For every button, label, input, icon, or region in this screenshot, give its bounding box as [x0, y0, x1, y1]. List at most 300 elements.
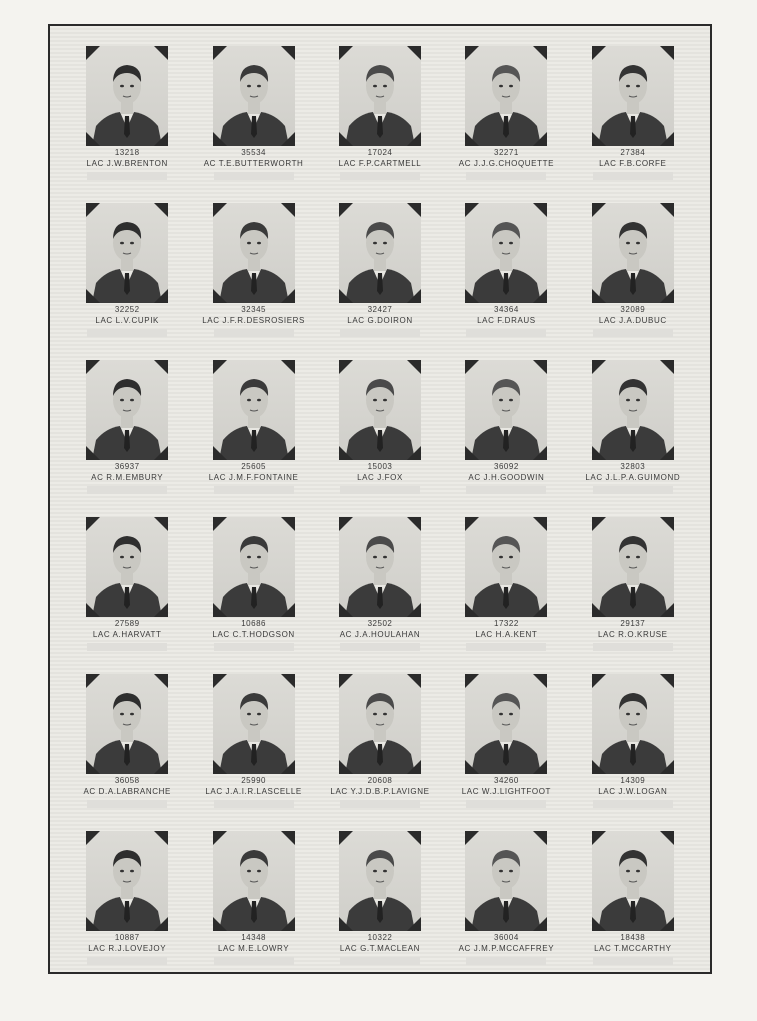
portrait-card [443, 354, 569, 511]
label-band [466, 957, 546, 965]
photo-corner [407, 831, 421, 845]
photo-corner [465, 203, 479, 217]
photo-corner [660, 603, 674, 617]
service-number: 27589 [114, 619, 140, 628]
photo-corner [339, 446, 353, 460]
portrait-photo [213, 517, 295, 617]
photo-corner [407, 360, 421, 374]
cadet-name: LAC H.A.KENT [475, 630, 538, 639]
portrait-card [317, 197, 443, 354]
photo-corner [660, 289, 674, 303]
portrait-card [64, 825, 190, 982]
cadet-name: LAC L.V.CUPIK [95, 316, 159, 325]
label-band [466, 329, 546, 337]
portrait-photo [86, 46, 168, 146]
service-number: 35534 [241, 148, 266, 157]
photo-corner [154, 831, 168, 845]
cadet-name: LAC Y.J.D.B.P.LAVIGNE [330, 787, 430, 796]
photo-corner [281, 517, 295, 531]
cadet-name: LAC F.P.CARTMELL [338, 159, 422, 168]
photo-corner [660, 360, 674, 374]
photo-corner [281, 674, 295, 688]
cadet-name: LAC J.F.R.DESROSIERS [202, 316, 305, 325]
portrait-card [317, 668, 443, 825]
photo-corner [213, 517, 227, 531]
service-number: 32345 [241, 305, 266, 314]
portrait-photo-icon [592, 46, 674, 146]
photo-corner [465, 831, 479, 845]
photo-corner [86, 603, 100, 617]
portrait-photo [213, 203, 295, 303]
photo-corner [86, 446, 100, 460]
photo-corner [339, 46, 353, 60]
portrait-card [190, 668, 316, 825]
portrait-photo-icon [339, 517, 421, 617]
service-number: 29137 [620, 619, 646, 628]
portrait-photo [339, 517, 421, 617]
portrait-photo-icon [213, 831, 295, 931]
label-band [87, 800, 167, 808]
portrait-card [443, 668, 569, 825]
portrait-photo [465, 360, 547, 460]
photo-corner [465, 360, 479, 374]
label-band [340, 172, 420, 180]
photo-corner [660, 517, 674, 531]
service-number: 15003 [367, 462, 393, 471]
portrait-card [317, 825, 443, 982]
photo-corner [592, 917, 606, 931]
photo-corner [86, 289, 100, 303]
label-band [87, 957, 167, 965]
service-number: 13218 [114, 148, 140, 157]
photo-corner [533, 360, 547, 374]
photo-corner [660, 917, 674, 931]
portrait-photo [86, 203, 168, 303]
portrait-card [190, 197, 316, 354]
portrait-card [190, 511, 316, 668]
photo-corner [407, 289, 421, 303]
portrait-card [190, 40, 316, 197]
portrait-photo-icon [213, 360, 295, 460]
cadet-name: AC J.H.GOODWIN [468, 473, 545, 482]
portrait-card [190, 825, 316, 982]
photo-corner [339, 517, 353, 531]
photo-corner [213, 760, 227, 774]
portrait-photo-icon [592, 517, 674, 617]
portrait-photo [465, 203, 547, 303]
portrait-photo [339, 831, 421, 931]
service-number: 34260 [494, 776, 519, 785]
photo-corner [86, 517, 100, 531]
service-number: 17024 [367, 148, 393, 157]
photo-corner [339, 760, 353, 774]
portrait-card [64, 197, 190, 354]
photo-corner [86, 917, 100, 931]
portrait-photo-icon [86, 203, 168, 303]
photo-corner [592, 517, 606, 531]
cadet-name: LAC J.W.LOGAN [598, 787, 668, 796]
photo-corner [465, 917, 479, 931]
photo-corner [281, 760, 295, 774]
photo-corner [660, 46, 674, 60]
cadet-name: LAC R.O.KRUSE [598, 630, 668, 639]
photo-corner [213, 203, 227, 217]
photo-corner [592, 760, 606, 774]
portrait-photo [213, 46, 295, 146]
portrait-photo-icon [339, 674, 421, 774]
portrait-photo-icon [339, 831, 421, 931]
portrait-photo [465, 517, 547, 617]
service-number: 14309 [620, 776, 646, 785]
cadet-name: LAC J.A.DUBUC [598, 316, 667, 325]
photo-corner [154, 674, 168, 688]
photo-corner [339, 132, 353, 146]
portrait-photo [339, 203, 421, 303]
photo-corner [465, 289, 479, 303]
label-band [87, 329, 167, 337]
label-band [214, 800, 294, 808]
photo-corner [465, 603, 479, 617]
label-band [214, 486, 294, 494]
photo-corner [533, 674, 547, 688]
photo-corner [86, 203, 100, 217]
portrait-photo [86, 674, 168, 774]
photo-corner [213, 289, 227, 303]
label-band [87, 172, 167, 180]
label-band [340, 486, 420, 494]
photo-corner [154, 917, 168, 931]
service-number: 32089 [620, 305, 646, 314]
portrait-photo [339, 360, 421, 460]
photo-corner [281, 289, 295, 303]
service-number: 17322 [494, 619, 519, 628]
portrait-card [64, 668, 190, 825]
photo-corner [592, 360, 606, 374]
photo-corner [154, 360, 168, 374]
photo-corner [533, 603, 547, 617]
portrait-photo [86, 517, 168, 617]
photo-corner [660, 203, 674, 217]
portrait-photo-icon [465, 46, 547, 146]
photo-corner [213, 46, 227, 60]
photo-corner [533, 46, 547, 60]
portrait-photo-icon [86, 46, 168, 146]
portrait-photo-icon [465, 517, 547, 617]
service-number: 14348 [241, 933, 266, 942]
cadet-name: LAC J.FOX [357, 473, 403, 482]
cadet-name: AC T.E.BUTTERWORTH [203, 159, 304, 168]
photo-corner [213, 674, 227, 688]
portrait-photo-icon [339, 203, 421, 303]
service-number: 36937 [114, 462, 140, 471]
photo-corner [407, 132, 421, 146]
photo-corner [465, 446, 479, 460]
photo-corner [533, 831, 547, 845]
photo-corner [592, 132, 606, 146]
photo-corner [533, 760, 547, 774]
portrait-card [317, 40, 443, 197]
photo-corner [154, 132, 168, 146]
label-band [593, 643, 673, 651]
photo-corner [339, 603, 353, 617]
photo-corner [339, 917, 353, 931]
label-band [214, 329, 294, 337]
portrait-photo-icon [339, 46, 421, 146]
service-number: 32502 [367, 619, 393, 628]
cadet-name: AC R.M.EMBURY [91, 473, 164, 482]
photo-corner [592, 831, 606, 845]
cadet-name: LAC C.T.HODGSON [212, 630, 295, 639]
photo-corner [660, 760, 674, 774]
portrait-photo-icon [86, 674, 168, 774]
service-number: 20608 [367, 776, 393, 785]
photo-corner [154, 603, 168, 617]
portrait-photo [465, 46, 547, 146]
label-band [87, 643, 167, 651]
portrait-card [570, 825, 696, 982]
page-frame [48, 24, 712, 974]
cadet-name: AC D.A.LABRANCHE [83, 787, 171, 796]
photo-corner [592, 203, 606, 217]
photo-corner [86, 831, 100, 845]
photo-corner [154, 46, 168, 60]
service-number: 10322 [367, 933, 393, 942]
portrait-card [443, 825, 569, 982]
label-band [593, 486, 673, 494]
service-number: 25990 [241, 776, 266, 785]
service-number: 32803 [620, 462, 646, 471]
cadet-name: AC J.A.HOULAHAN [339, 630, 421, 639]
photo-corner [407, 46, 421, 60]
photo-corner [533, 203, 547, 217]
photo-corner [86, 674, 100, 688]
portrait-photo [592, 360, 674, 460]
label-band [340, 800, 420, 808]
portrait-card [570, 511, 696, 668]
label-band [466, 172, 546, 180]
portrait-card [64, 511, 190, 668]
cadet-name: LAC A.HARVATT [92, 630, 162, 639]
photo-corner [660, 831, 674, 845]
service-number: 10887 [114, 933, 140, 942]
photo-corner [339, 674, 353, 688]
photo-corner [533, 132, 547, 146]
photo-corner [281, 603, 295, 617]
portrait-photo-icon [86, 831, 168, 931]
cadet-name: LAC M.E.LOWRY [217, 944, 290, 953]
portrait-photo-icon [339, 360, 421, 460]
photo-corner [407, 517, 421, 531]
portrait-photo-icon [213, 517, 295, 617]
label-band [214, 643, 294, 651]
photo-corner [154, 760, 168, 774]
cadet-name: LAC F.DRAUS [477, 316, 536, 325]
portrait-photo-icon [465, 674, 547, 774]
portrait-photo [592, 517, 674, 617]
photo-corner [281, 831, 295, 845]
portrait-card [570, 40, 696, 197]
service-number: 32271 [494, 148, 519, 157]
photo-corner [339, 203, 353, 217]
photo-corner [86, 46, 100, 60]
portrait-card [570, 668, 696, 825]
cadet-name: LAC G.T.MACLEAN [339, 944, 421, 953]
label-band [340, 643, 420, 651]
service-number: 32252 [114, 305, 140, 314]
photo-corner [281, 132, 295, 146]
label-band [214, 957, 294, 965]
cadet-name: LAC G.DOIRON [347, 316, 413, 325]
portrait-card [570, 197, 696, 354]
photo-corner [339, 360, 353, 374]
photo-corner [281, 360, 295, 374]
service-number: 27384 [620, 148, 646, 157]
portrait-card [317, 354, 443, 511]
cadet-name: LAC T.MCCARTHY [594, 944, 672, 953]
portrait-grid [64, 40, 696, 982]
portrait-photo [465, 831, 547, 931]
photo-corner [465, 517, 479, 531]
photo-corner [339, 289, 353, 303]
photo-corner [660, 132, 674, 146]
label-band [466, 643, 546, 651]
portrait-photo [465, 674, 547, 774]
service-number: 36004 [494, 933, 519, 942]
portrait-photo [86, 360, 168, 460]
photo-corner [339, 831, 353, 845]
label-band [593, 172, 673, 180]
cadet-name: LAC J.L.P.A.GUIMOND [585, 473, 681, 482]
photo-corner [281, 917, 295, 931]
photo-corner [86, 760, 100, 774]
photo-corner [213, 917, 227, 931]
photo-corner [592, 674, 606, 688]
photo-corner [533, 446, 547, 460]
portrait-photo-icon [213, 203, 295, 303]
photo-corner [407, 446, 421, 460]
photo-corner [407, 917, 421, 931]
photo-corner [213, 132, 227, 146]
cadet-name: LAC W.J.LIGHTFOOT [461, 787, 552, 796]
portrait-photo-icon [465, 831, 547, 931]
photo-corner [281, 46, 295, 60]
label-band [340, 957, 420, 965]
photo-corner [407, 674, 421, 688]
portrait-card [570, 354, 696, 511]
photo-corner [465, 132, 479, 146]
photo-corner [86, 360, 100, 374]
photo-corner [213, 603, 227, 617]
photo-corner [660, 446, 674, 460]
photo-corner [154, 446, 168, 460]
portrait-photo-icon [213, 674, 295, 774]
portrait-card [443, 511, 569, 668]
service-number: 36058 [114, 776, 140, 785]
photo-corner [213, 446, 227, 460]
portrait-photo-icon [465, 203, 547, 303]
portrait-card [443, 197, 569, 354]
photo-corner [660, 674, 674, 688]
cadet-name: LAC J.W.BRENTON [86, 159, 168, 168]
cadet-name: LAC F.B.CORFE [599, 159, 667, 168]
service-number: 34364 [494, 305, 519, 314]
photo-corner [592, 46, 606, 60]
portrait-photo [592, 46, 674, 146]
photo-corner [465, 760, 479, 774]
portrait-photo [339, 46, 421, 146]
portrait-photo-icon [592, 674, 674, 774]
portrait-photo [213, 831, 295, 931]
service-number: 36092 [494, 462, 519, 471]
portrait-photo-icon [86, 517, 168, 617]
label-band [593, 957, 673, 965]
photo-corner [407, 203, 421, 217]
photo-corner [465, 46, 479, 60]
label-band [214, 172, 294, 180]
cadet-name: LAC J.A.I.R.LASCELLE [205, 787, 302, 796]
cadet-name: AC J.J.G.CHOQUETTE [458, 159, 555, 168]
photo-corner [465, 674, 479, 688]
label-band [340, 329, 420, 337]
service-number: 18438 [620, 933, 646, 942]
label-band [593, 800, 673, 808]
portrait-card [317, 511, 443, 668]
portrait-card [190, 354, 316, 511]
cadet-name: AC J.M.P.MCCAFFREY [458, 944, 555, 953]
portrait-card [64, 40, 190, 197]
photo-corner [533, 289, 547, 303]
photo-corner [533, 917, 547, 931]
label-band [87, 486, 167, 494]
cadet-name: LAC R.J.LOVEJOY [88, 944, 167, 953]
service-number: 10686 [241, 619, 266, 628]
portrait-photo-icon [592, 203, 674, 303]
photo-corner [407, 760, 421, 774]
portrait-card [443, 40, 569, 197]
portrait-photo [213, 674, 295, 774]
portrait-photo-icon [465, 360, 547, 460]
photo-corner [213, 831, 227, 845]
service-number: 25605 [241, 462, 266, 471]
portrait-card [64, 354, 190, 511]
photo-corner [213, 360, 227, 374]
photo-corner [86, 132, 100, 146]
portrait-photo [213, 360, 295, 460]
portrait-photo [339, 674, 421, 774]
portrait-photo-icon [86, 360, 168, 460]
service-number: 32427 [367, 305, 393, 314]
portrait-photo [86, 831, 168, 931]
photo-corner [281, 203, 295, 217]
portrait-photo-icon [213, 46, 295, 146]
photo-corner [533, 517, 547, 531]
portrait-photo [592, 674, 674, 774]
label-band [466, 486, 546, 494]
photo-corner [154, 289, 168, 303]
portrait-photo [592, 203, 674, 303]
photo-corner [281, 446, 295, 460]
photo-corner [592, 289, 606, 303]
photo-corner [154, 203, 168, 217]
portrait-photo-icon [592, 360, 674, 460]
cadet-name: LAC J.M.F.FONTAINE [208, 473, 299, 482]
photo-corner [154, 517, 168, 531]
portrait-photo [592, 831, 674, 931]
photo-corner [592, 603, 606, 617]
photo-corner [407, 603, 421, 617]
label-band [593, 329, 673, 337]
photo-corner [592, 446, 606, 460]
